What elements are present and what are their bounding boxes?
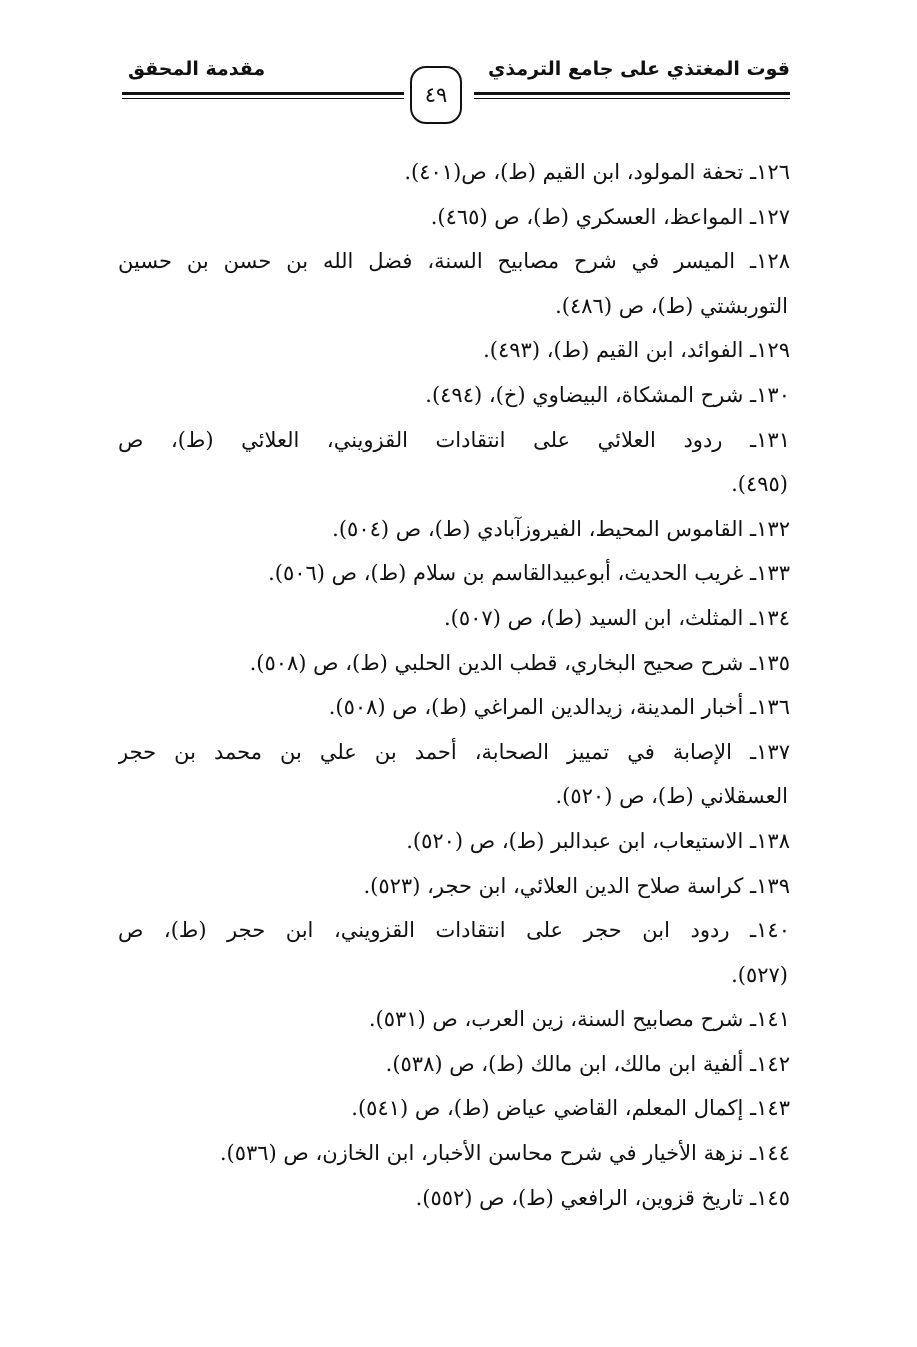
list-item-continuation — [118, 462, 790, 507]
entry-line: ١٤٢ـ ألفية ابن مالك، ابن مالك (ط)، ص (٥٣٨). — [385, 1051, 790, 1076]
list-item — [118, 596, 790, 641]
entry-line: ١٤٤ـ نزهة الأخيار في شرح محاسن الأخبار، ابن الخازن، ص (٥٣٦). — [219, 1141, 790, 1166]
list-item — [118, 195, 790, 240]
list-item — [118, 1086, 790, 1131]
entry-line: ١٣٤ـ المثلث، ابن السيد (ط)، ص (٥٠٧). — [444, 605, 790, 630]
list-item-continuation — [118, 774, 790, 819]
list-item: ١٣١ـ ردود العلائي على انتقادات القزويني، العلائي (ط)، ص — [118, 427, 790, 452]
list-item — [118, 819, 790, 864]
list-item — [118, 864, 790, 909]
entry-line: (٤٩٥). — [731, 472, 788, 497]
page-number-badge — [410, 66, 462, 124]
entry-line: ١٤٥ـ تاريخ قزوين، الرافعي (ط)، ص (٥٥٢). — [415, 1185, 790, 1210]
list-item-continuation — [118, 284, 790, 329]
list-item — [118, 685, 790, 730]
list-item — [118, 1176, 790, 1221]
list-item: ١٢٨ـ الميسر في شرح مصابيح السنة، فضل الله بن حسن بن حسين — [118, 249, 790, 274]
entry-line: ١٣٩ـ كراسة صلاح الدين العلائي، ابن حجر، (٥٢٣). — [363, 873, 790, 898]
entry-line: ١٢٧ـ المواعظ، العسكري (ط)، ص (٤٦٥). — [430, 204, 790, 229]
header-rule-right — [474, 92, 790, 95]
entry-line: ١٣٦ـ أخبار المدينة، زيدالدين المراغي (ط)، ص (٥٠٨). — [328, 695, 790, 720]
page-header — [118, 52, 790, 132]
list-item — [118, 150, 790, 195]
entry-line: ١٣٠ـ شرح المشكاة، البيضاوي (خ)، (٤٩٤). — [425, 382, 790, 407]
entry-line: ١٣٢ـ القاموس المحيط، الفيروزآبادي (ط)، ص (٥٠٤). — [332, 516, 790, 541]
entry-line: ١٣٨ـ الاستيعاب، ابن عبدالبر (ط)، ص (٥٢٠). — [406, 828, 790, 853]
entry-line: ١٤١ـ شرح مصابيح السنة، زين العرب، ص (٥٣١). — [368, 1007, 790, 1032]
entry-line: ١٢٩ـ الفوائد، ابن القيم (ط)، (٤٩٣). — [483, 338, 790, 363]
entry-line: ١٣٥ـ شرح صحيح البخاري، قطب الدين الحلبي (ط)، ص (٥٠٨). — [249, 650, 790, 675]
list-item: ١٤٠ـ ردود ابن حجر على انتقادات القزويني، ابن حجر (ط)، ص — [118, 918, 790, 943]
list-item — [118, 641, 790, 686]
entry-line: (٥٢٧). — [731, 962, 788, 987]
entry-line: ١٣٣ـ غريب الحديث، أبوعبيدالقاسم بن سلام (ط)، ص (٥٠٦). — [268, 561, 790, 586]
entry-line: التوربشتي (ط)، ص (٤٨٦). — [555, 293, 788, 318]
page-number: ٤٩ — [424, 83, 448, 107]
list-item — [118, 373, 790, 418]
list-item — [118, 997, 790, 1042]
running-head-book-title: قوت المغتذي على جامع الترمذي — [487, 58, 790, 80]
list-item — [118, 1042, 790, 1087]
entry-line: ١٢٦ـ تحفة المولود، ابن القيم (ط)، ص(٤٠١). — [404, 160, 790, 184]
running-head-section-title: مقدمة المحقق — [128, 58, 266, 80]
header-rule-left — [122, 92, 404, 95]
list-item: ١٣٧ـ الإصابة في تمييز الصحابة، أحمد بن علي بن محمد بن حجر — [118, 739, 790, 764]
list-item-continuation — [118, 953, 790, 998]
list-item — [118, 551, 790, 596]
list-item — [118, 507, 790, 552]
list-item — [118, 1131, 790, 1176]
bibliography-list — [118, 150, 790, 1220]
entry-line: ١٤٣ـ إكمال المعلم، القاضي عياض (ط)، ص (٥٤١). — [351, 1096, 790, 1121]
entry-line: العسقلاني (ط)، ص (٥٢٠). — [555, 784, 788, 809]
list-item — [118, 328, 790, 373]
